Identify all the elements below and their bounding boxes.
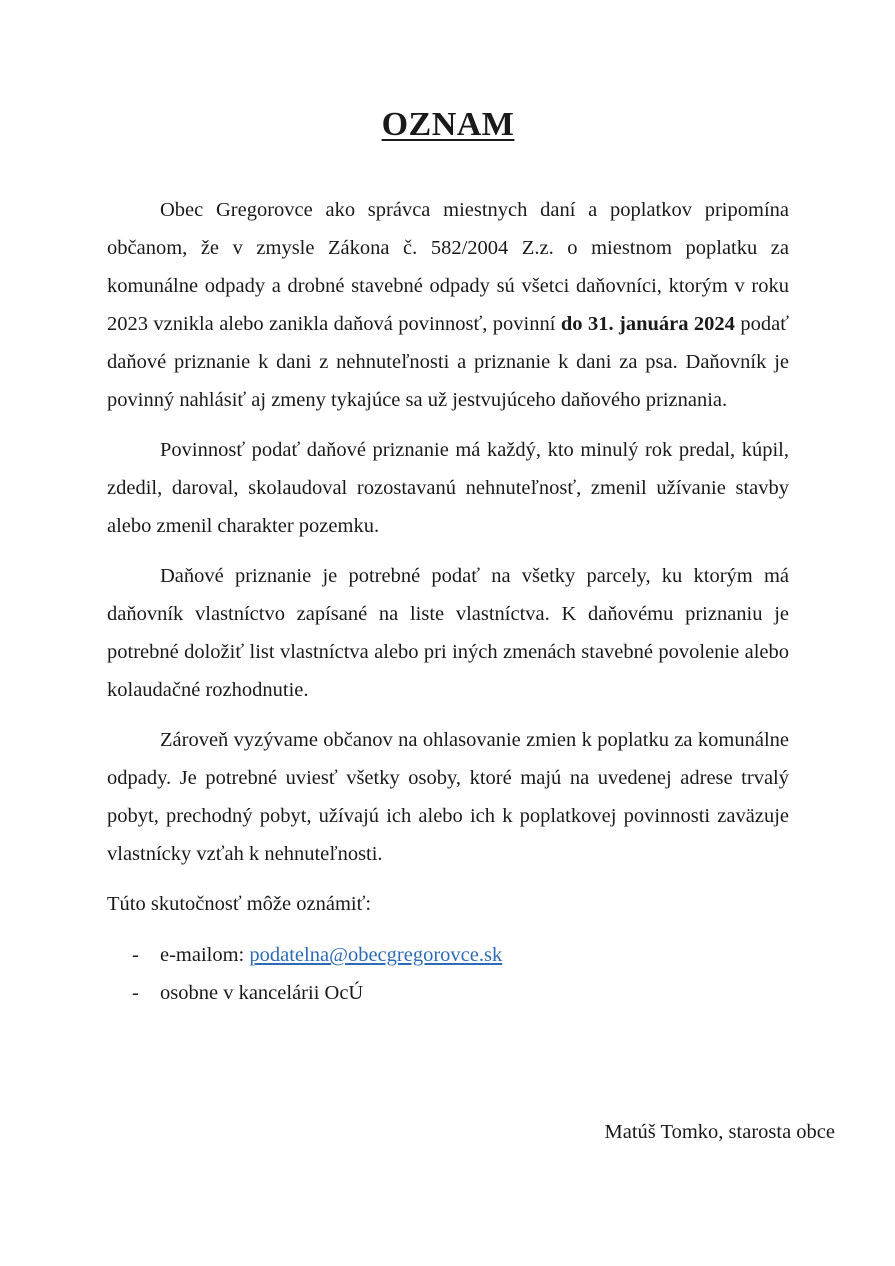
paragraph-waste-fee: Zároveň vyzývame občanov na ohlasovanie zmien k poplatku za komunálne odpady. Je potrebné uviesť všetky osoby, ktoré majú na uvedenej adrese trvalý pobyt, prechodný pobyt, užívajú ich alebo ich k poplatkovej povinnosti zaväzuje vlastnícky vzťah k nehnuteľnosti. bbox=[107, 729, 789, 865]
deadline-date: do 31. januára 2024 bbox=[560, 313, 735, 335]
paragraph-deadline-notice bbox=[107, 191, 789, 419]
contact-list bbox=[107, 936, 789, 1012]
email-link[interactable]: podatelna@obecgregorovce.sk bbox=[249, 944, 503, 966]
list-dash: - bbox=[132, 944, 139, 966]
document-body bbox=[107, 191, 789, 1012]
office-label: osobne v kancelárii OcÚ bbox=[160, 982, 364, 1004]
paragraph-obligation: Povinnosť podať daňové priznanie má každý, kto minulý rok predal, kúpil, zdedil, daroval, skolaudoval rozostavanú nehnuteľnosť, zmenil užívanie stavby alebo zmenil charakter pozemku. bbox=[107, 439, 789, 537]
paragraph-parcels: Daňové priznanie je potrebné podať na všetky parcely, ku ktorým má daňovník vlastníctvo zapísané na liste vlastníctva. K daňovému priznaniu je potrebné doložiť list vlastníctva alebo pri iných zmenách stavebné povolenie alebo kolaudačné rozhodnutie. bbox=[107, 565, 789, 701]
list-item-office bbox=[107, 974, 789, 1012]
list-dash: - bbox=[132, 982, 139, 1004]
paragraph-1-text-after: podať daňové priznanie k dani z nehnuteľnosti a priznanie k dani za psa. Daňovník je povinný nahlásiť aj zmeny tykajúce sa už jestvujúceho daňového priznania. bbox=[107, 313, 789, 411]
contact-intro: Túto skutočnosť môže oznámiť: bbox=[107, 893, 372, 915]
page-title: OZNAM bbox=[381, 106, 515, 143]
list-item-email bbox=[107, 936, 789, 974]
paragraph-1-text-before: Obec Gregorovce ako správca miestnych daní a poplatkov pripomína občanom, že v zmysle Zákona č. 582/2004 Z.z. o miestnom poplatku za komunálne odpady a drobné stavebné odpady sú všetci daňovníci, ktorým v roku 2023 vznikla alebo zanikla daňová povinnosť, povinní bbox=[107, 199, 789, 335]
email-label: e-mailom: bbox=[160, 944, 250, 966]
signature: Matúš Tomko, starosta obce bbox=[604, 1121, 835, 1143]
